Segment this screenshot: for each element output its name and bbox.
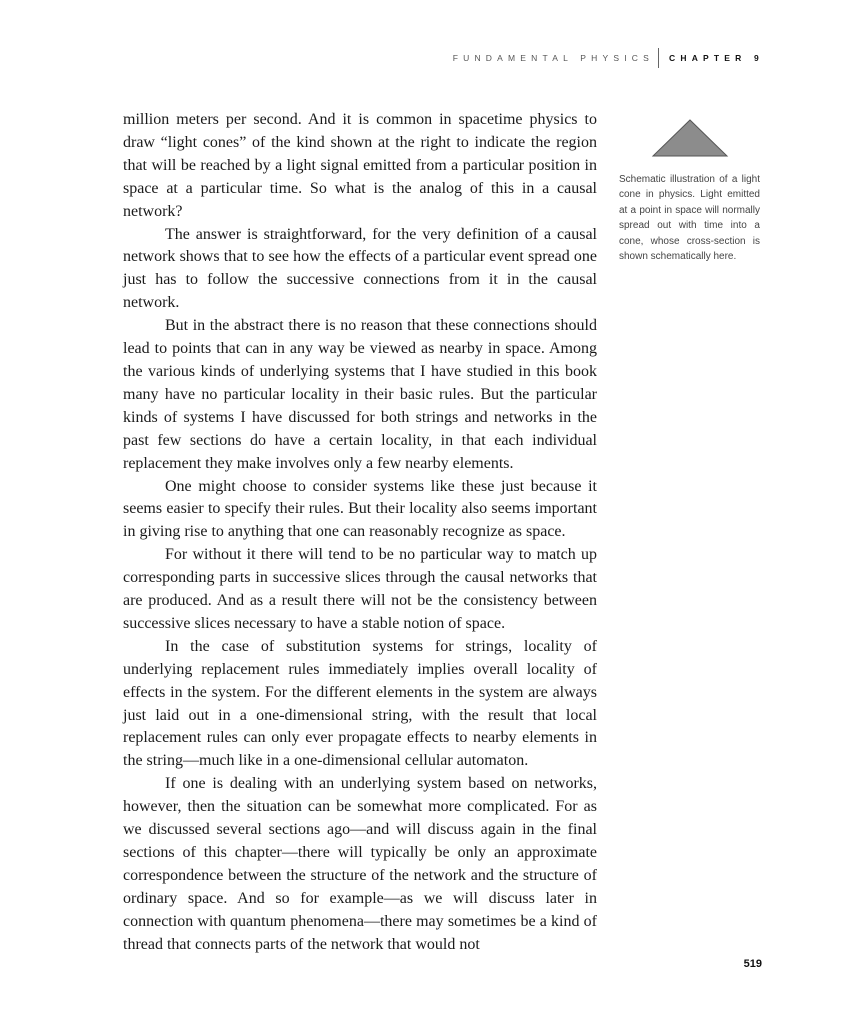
page-number: 519 bbox=[743, 958, 762, 970]
body-paragraph: million meters per second. And it is common in spacetime physics to draw “light cones” of the kind shown at the right to indicate the region that will be reached by a light signal emitted from a particular position in space at a particular time. So what is the analog of this in a causal network? bbox=[123, 111, 597, 220]
body-paragraph: One might choose to consider systems like these just because it seems easier to specify their rules. But their locality also seems important in giving rise to anything that one can reasonably recognize as space. bbox=[123, 477, 597, 541]
figure-caption: Schematic illustration of a light cone in physics. Light emitted at a point in space will normally spread out with time into a cone, whose cross-section is shown schematically here. bbox=[619, 174, 760, 263]
body-text bbox=[123, 109, 597, 957]
body-paragraph: But in the abstract there is no reason that these connections should lead to points that can in any way be viewed as nearby in space. Among the various kinds of underlying systems that I have studied in this book many have no particular locality in their basic rules. But the particular kinds of systems I have discussed for both strings and networks in the past few sections do have a certain locality, in that each individual replacement they make involves only a few nearby elements. bbox=[123, 317, 597, 472]
body-paragraph: For without it there will tend to be no particular way to match up corresponding parts in successive slices through the causal networks that are produced. And as a result there will not be the consistency between successive slices necessary to have a stable notion of space. bbox=[123, 546, 597, 632]
body-paragraph: The answer is straightforward, for the very definition of a causal network shows that to see how the effects of a particular event spread one just has to follow the successive connections from it in the causal network. bbox=[123, 225, 597, 312]
header-divider bbox=[658, 48, 659, 68]
running-header-section: FUNDAMENTAL PHYSICS bbox=[452, 53, 655, 63]
sidebar-note bbox=[619, 118, 760, 264]
running-header bbox=[453, 48, 764, 68]
light-cone-triangle bbox=[653, 120, 727, 156]
body-paragraph: In the case of substitution systems for strings, locality of underlying replacement rules immediately implies overall locality of effects in the system. For the different elements in the system are always just laid out in a one-dimensional string, with the result that local replacement rules can only ever propagate effects to nearby elements in the string—much like in a one-dimensional cellular automaton. bbox=[123, 637, 597, 770]
body-paragraph: If one is dealing with an underlying system based on networks, however, then the situation can be somewhat more complicated. For as we discussed several sections ago—and will discuss again in the final sections of this chapter—there will typically be only an approximate correspondence between the structure of the network and the structure of ordinary space. And so for example—as we will discuss later in connection with quantum phenomena—there may sometimes be a kind of thread that connects parts of the network that would not bbox=[123, 775, 597, 953]
light-cone-figure bbox=[651, 118, 729, 158]
running-header-chapter: CHAPTER 9 bbox=[669, 53, 764, 63]
